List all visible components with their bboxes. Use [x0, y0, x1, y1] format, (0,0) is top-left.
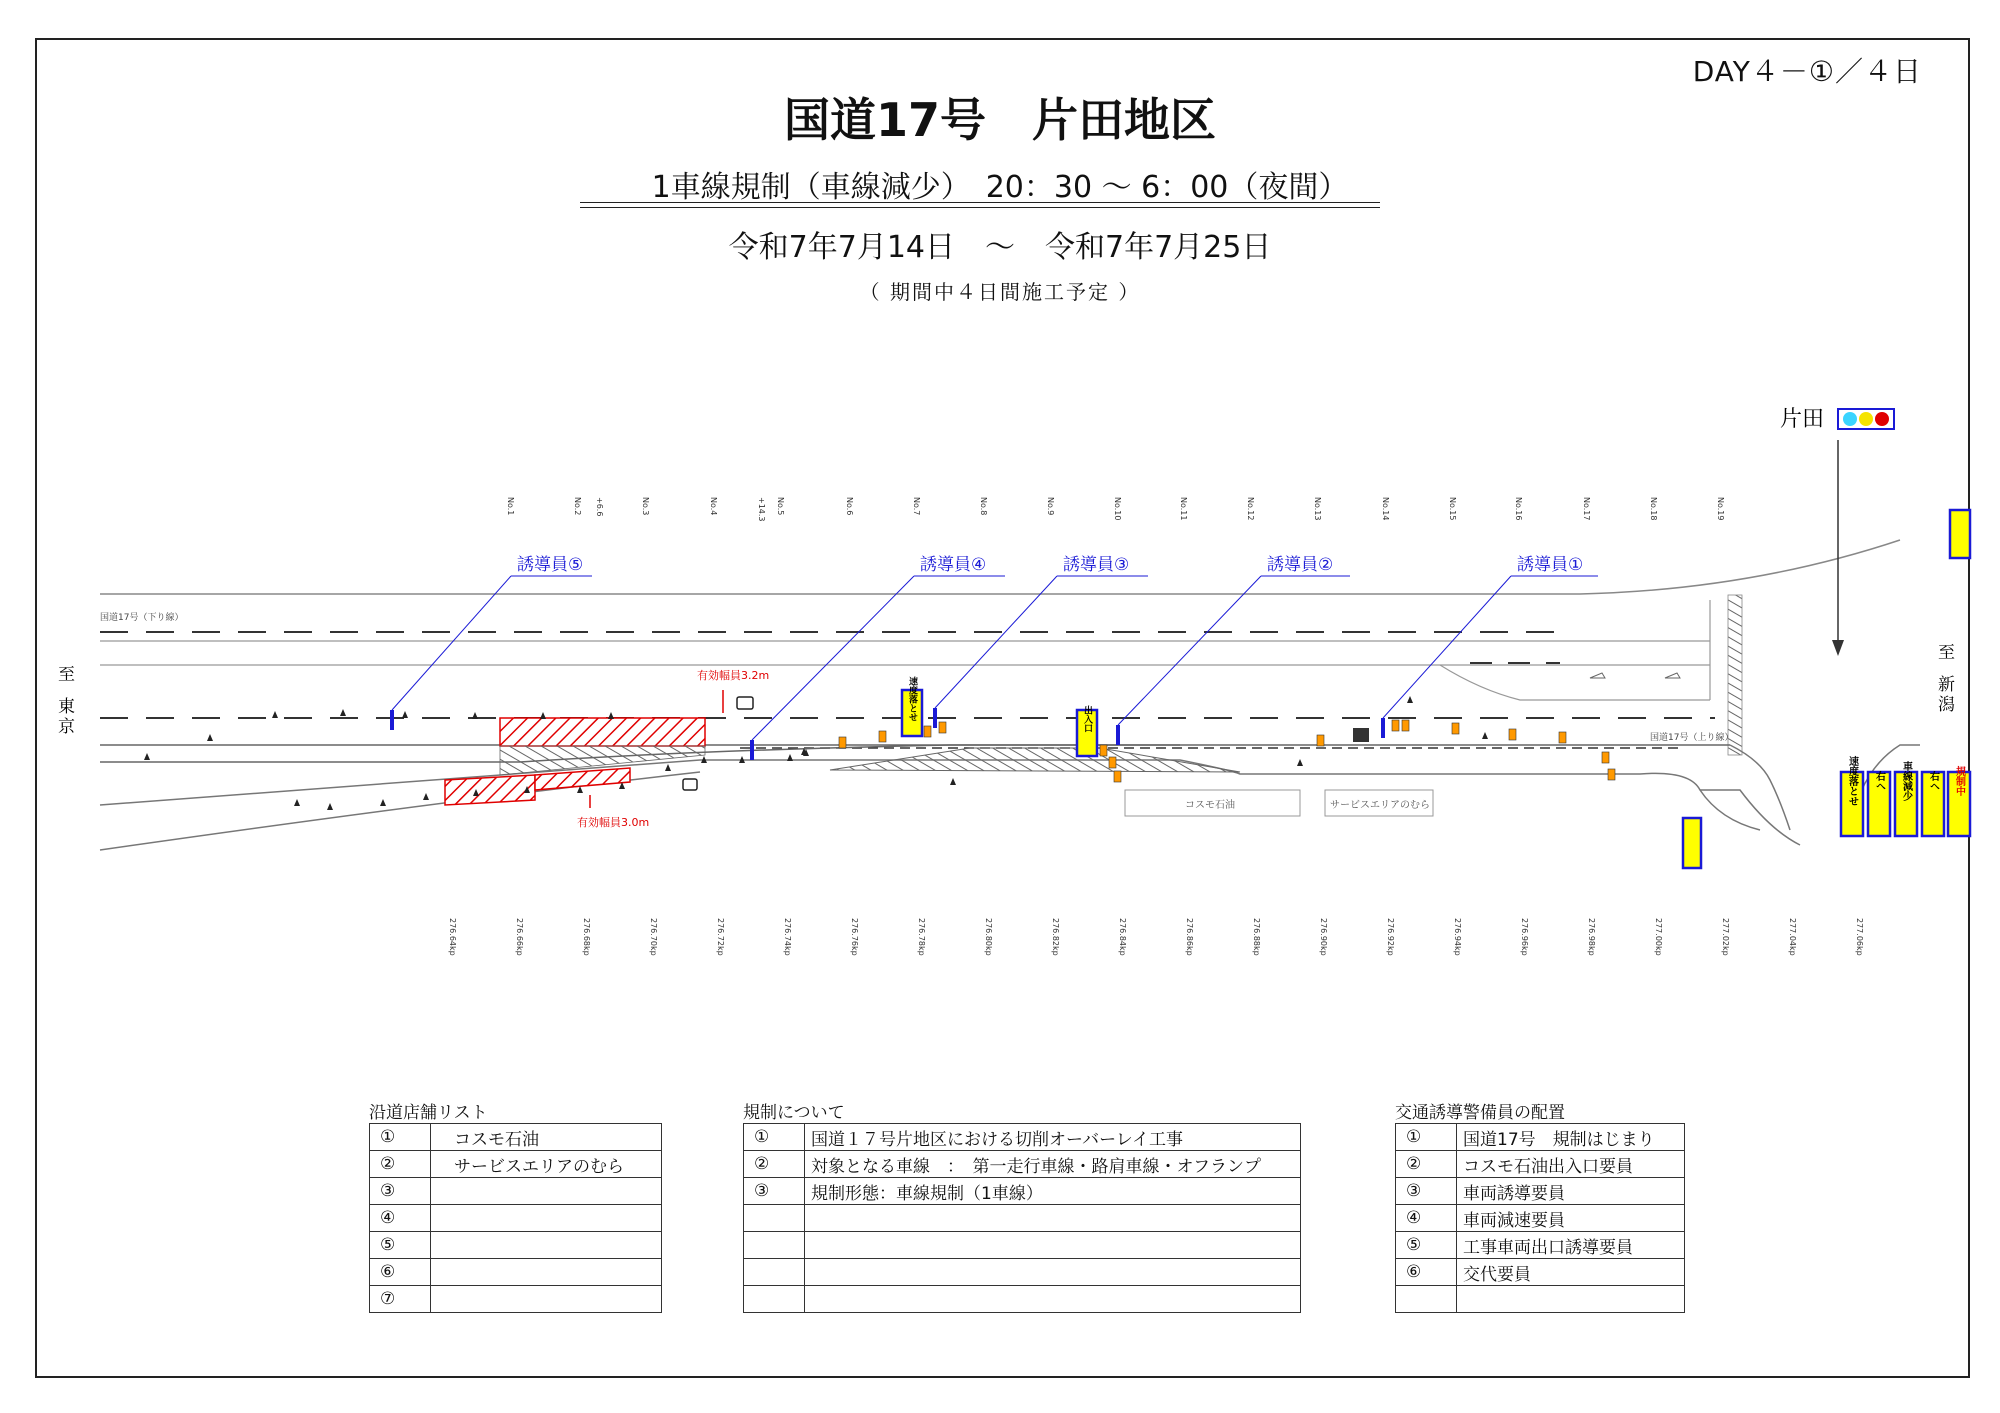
date-range: 令和7年7月14日 ～ 令和7年7月25日: [728, 230, 1272, 265]
table-row: [1396, 1259, 1685, 1286]
sign-entrance: [1077, 704, 1097, 756]
row-text: 交代要員: [1457, 1259, 1685, 1286]
work-vehicle-icon: [1353, 728, 1369, 742]
row-text: [431, 1232, 662, 1259]
sign-right-1-text: 右へ: [1873, 771, 1885, 791]
row-text: [805, 1205, 1301, 1232]
cone-icon: [272, 711, 278, 718]
sign-speed-2-text: 速度落とせ: [1846, 756, 1858, 806]
row-text: 規制形態：車線規制（1車線）: [805, 1178, 1301, 1205]
cone-icon: [144, 753, 150, 760]
subtitle: 1車線規制（車線減少） 20：30 ～ 6：00（夜間）: [651, 170, 1349, 205]
arrow-board-icon: [1114, 771, 1121, 782]
table-row: [744, 1205, 1301, 1232]
station-label: No.18: [1649, 497, 1658, 521]
arrow-board-icon: [1452, 723, 1459, 734]
kilopost-label: 276.68kp: [582, 918, 591, 956]
road-name-up: 国道17号（上り線）: [1650, 733, 1734, 743]
table-row: [1396, 1124, 1685, 1151]
row-number: ③: [370, 1178, 431, 1205]
station-label: No.7: [912, 497, 921, 516]
station-label: No.2: [573, 497, 582, 516]
kilopost-label: 276.66kp: [515, 918, 524, 956]
arrow-board-icon: [1608, 769, 1615, 780]
row-number: ③: [1396, 1178, 1457, 1205]
row-number: ③: [744, 1178, 805, 1205]
row-number: ⑦: [370, 1286, 431, 1313]
day-label: DAY４－①／４日: [1692, 55, 1922, 88]
station-label: +14.3: [757, 497, 766, 522]
regulation-caption: 規制について: [743, 1103, 845, 1123]
arrow-board-icon: [1392, 720, 1399, 731]
kilopost-label: 276.64kp: [448, 918, 457, 956]
table-row: [1396, 1286, 1685, 1313]
guard-figure-icon: [1116, 725, 1120, 745]
station-label: No.6: [845, 497, 854, 516]
signal-light-blue: [1843, 412, 1857, 426]
svg-text:新: 新: [1938, 675, 1955, 695]
station-label: No.11: [1179, 497, 1188, 521]
station-label: No.17: [1582, 497, 1591, 521]
kilopost-label: 276.72kp: [716, 918, 725, 956]
guard-figure-icon: [933, 708, 937, 728]
sign-far-right: [1950, 510, 1970, 558]
kilopost-label: 276.70kp: [649, 918, 658, 956]
kilopost-label: 276.98kp: [1587, 918, 1596, 956]
guards-caption: 交通誘導警備員の配置: [1395, 1103, 1565, 1123]
table-row: [1396, 1232, 1685, 1259]
signal-light-yellow: [1859, 412, 1873, 426]
row-text: [431, 1286, 662, 1313]
cone-icon: [1482, 732, 1488, 739]
arrow-board-icon: [924, 726, 931, 737]
row-number: ①: [1396, 1124, 1457, 1151]
arrow-markings: [1590, 673, 1680, 678]
guard-leader-line: [392, 576, 511, 710]
row-number: [744, 1259, 805, 1286]
row-number: [744, 1205, 805, 1232]
cone-icon: [950, 778, 956, 785]
crosswalk-stripes: [1728, 595, 1742, 755]
page-title: 国道17号 片田地区: [783, 93, 1216, 147]
shop-label-2: サービスエリアのむら: [1330, 800, 1430, 811]
row-number: ⑥: [1396, 1259, 1457, 1286]
svg-text:至: 至: [58, 665, 75, 685]
work-area-2: [445, 775, 535, 805]
work-area-1: [500, 718, 705, 746]
station-labels-top: [506, 497, 1725, 522]
table-row: [1396, 1151, 1685, 1178]
kilopost-label: 276.86kp: [1185, 918, 1194, 956]
signal-label: 片田: [1780, 407, 1825, 432]
station-labels-bottom: [448, 918, 1864, 956]
arrow-board-icon: [1317, 735, 1324, 746]
kilopost-label: 276.94kp: [1453, 918, 1462, 956]
guard-figure-icon: [750, 740, 754, 760]
vehicle-icon: [737, 697, 753, 709]
sign-speed: [902, 675, 922, 736]
cone-icon: [1407, 696, 1413, 703]
arrow-down-icon: [1832, 640, 1844, 656]
sign-lane-text: 車線減少: [1900, 761, 1912, 801]
table-row: [744, 1259, 1301, 1286]
row-number: [1396, 1286, 1457, 1313]
kilopost-label: 276.82kp: [1051, 918, 1060, 956]
station-label: No.1: [506, 497, 515, 516]
kilopost-label: 277.06kp: [1855, 918, 1864, 956]
row-text: 国道17号 規制はじまり: [1457, 1124, 1685, 1151]
kilopost-label: 277.02kp: [1721, 918, 1730, 956]
cone-icon: [327, 803, 333, 810]
row-text: [805, 1286, 1301, 1313]
cone-icon: [423, 793, 429, 800]
guard-figure-icon: [1381, 718, 1385, 738]
row-text: 対象となる車線 ： 第一走行車線・路肩車線・オフランプ: [805, 1151, 1301, 1178]
row-text: [431, 1178, 662, 1205]
row-number: [744, 1286, 805, 1313]
cone-icon: [380, 799, 386, 806]
row-number: ①: [370, 1124, 431, 1151]
guard-label: 誘導員④: [920, 555, 987, 575]
arrow-board-icon: [1509, 729, 1516, 740]
table-row: [744, 1124, 1301, 1151]
guard-figure-icon: [390, 710, 394, 730]
station-label: No.16: [1514, 497, 1523, 521]
kilopost-label: 276.90kp: [1319, 918, 1328, 956]
row-text: サービスエリアのむら: [431, 1151, 662, 1178]
station-label: No.19: [1716, 497, 1725, 521]
table-row: [370, 1124, 662, 1151]
guard-label: 誘導員②: [1267, 555, 1334, 575]
station-label: No.9: [1046, 497, 1055, 516]
arrow-board-icon: [879, 731, 886, 742]
sign-bottom: [1683, 818, 1701, 868]
cone-icon: [340, 709, 346, 716]
guard-leader-line: [1383, 576, 1511, 718]
width-label-a: 有効幅員3.2m: [697, 669, 770, 682]
width-label-b: 有効幅員3.0m: [577, 816, 650, 829]
island-edge: [1440, 665, 1710, 700]
svg-text:至: 至: [1938, 643, 1955, 663]
station-label: No.13: [1313, 497, 1322, 521]
kilopost-label: 276.88kp: [1252, 918, 1261, 956]
sign-entrance-text: 出入口: [1082, 705, 1092, 733]
table-row: [370, 1178, 662, 1205]
table-row: [370, 1151, 662, 1178]
table-row: [370, 1205, 662, 1232]
arrow-board-icon: [1602, 752, 1609, 763]
intersection-curve: [1730, 745, 1790, 830]
kilopost-label: 276.74kp: [783, 918, 792, 956]
row-text: コスモ石油: [431, 1124, 662, 1151]
schedule-note: （ 期間中４日間施工予定 ）: [859, 280, 1141, 304]
row-text: [1457, 1286, 1685, 1313]
station-label: No.12: [1246, 497, 1255, 521]
signal-light-red: [1875, 412, 1889, 426]
table-row: [1396, 1178, 1685, 1205]
vehicle-icon-2: [683, 779, 697, 790]
direction-tokyo: [58, 665, 75, 737]
table-row: [744, 1232, 1301, 1259]
guard-leader-line: [752, 576, 914, 740]
direction-niigata: [1938, 643, 1955, 715]
kilopost-label: 276.96kp: [1520, 918, 1529, 956]
table-row: [370, 1232, 662, 1259]
kilopost-label: 276.92kp: [1386, 918, 1395, 956]
table-row: [1396, 1205, 1685, 1232]
guards-table: [1395, 1123, 1685, 1313]
cone-icon: [540, 712, 546, 719]
table-row: [370, 1259, 662, 1286]
cone-icon: [472, 712, 478, 719]
row-text: 車両減速要員: [1457, 1205, 1685, 1232]
row-number: ②: [744, 1151, 805, 1178]
guard-label: 誘導員⑤: [517, 555, 584, 575]
arrow-board-icon: [1100, 745, 1107, 756]
row-number: ①: [744, 1124, 805, 1151]
station-label: No.4: [709, 497, 718, 516]
guard-label: 誘導員③: [1063, 555, 1130, 575]
station-label: No.3: [641, 497, 650, 516]
row-number: ⑥: [370, 1259, 431, 1286]
shop-label-1: コスモ石油: [1185, 800, 1235, 811]
row-text: コスモ石油出入口要員: [1457, 1151, 1685, 1178]
arrow-board-icon: [939, 722, 946, 733]
arrow-board-icon: [1559, 732, 1566, 743]
arrow-board-icon: [839, 737, 846, 748]
arrow-board-icon: [1402, 720, 1409, 731]
cones-group: [144, 696, 1615, 810]
arrow-board-icon: [1109, 757, 1116, 768]
row-number: ⑤: [370, 1232, 431, 1259]
svg-text:東: 東: [58, 697, 75, 717]
table-row: [744, 1151, 1301, 1178]
svg-text:潟: 潟: [1938, 695, 1955, 715]
cone-icon: [294, 799, 300, 806]
cone-icon: [1297, 759, 1303, 766]
table-row: [744, 1178, 1301, 1205]
guard-leader-line: [1118, 576, 1261, 725]
row-number: ④: [1396, 1205, 1457, 1232]
station-label: No.15: [1448, 497, 1457, 521]
sign-control-text: 規制中: [1953, 766, 1965, 796]
row-text: 工事車両出口誘導要員: [1457, 1232, 1685, 1259]
cone-icon: [402, 711, 408, 718]
cone-icon: [207, 734, 213, 741]
road-edge-top: [100, 540, 1900, 594]
kilopost-label: 276.84kp: [1118, 918, 1127, 956]
row-text: [805, 1232, 1301, 1259]
kilopost-label: 276.78kp: [917, 918, 926, 956]
station-label: No.14: [1381, 497, 1390, 521]
station-label: No.8: [979, 497, 988, 516]
row-number: ②: [370, 1151, 431, 1178]
station-label: No.5: [776, 497, 785, 516]
row-number: ④: [370, 1205, 431, 1232]
table-row: [744, 1286, 1301, 1313]
table-row: [370, 1286, 662, 1313]
kilopost-label: 277.00kp: [1654, 918, 1663, 956]
row-number: [744, 1232, 805, 1259]
svg-text:京: 京: [58, 717, 75, 737]
row-text: [805, 1259, 1301, 1286]
row-text: 車両誘導要員: [1457, 1178, 1685, 1205]
cone-icon: [608, 712, 614, 719]
road-name-down: 国道17号（下り線）: [100, 613, 184, 623]
kilopost-label: 276.76kp: [850, 918, 859, 956]
sign-right-2-text: 右へ: [1927, 771, 1939, 791]
guard-label: 誘導員①: [1517, 555, 1584, 575]
regulation-table: [743, 1123, 1301, 1313]
station-label: No.10: [1113, 497, 1122, 521]
row-number: ⑤: [1396, 1232, 1457, 1259]
kilopost-label: 276.80kp: [984, 918, 993, 956]
station-label: +6.6: [595, 497, 604, 517]
cone-icon: [787, 754, 793, 761]
cone-icon: [665, 764, 671, 771]
guard-leader-line: [935, 576, 1057, 708]
row-text: [431, 1259, 662, 1286]
row-text: [431, 1205, 662, 1232]
shops-table: [369, 1123, 662, 1313]
sign-board-right: [1841, 755, 1970, 836]
sign-speed-text: 速度落とせ: [907, 676, 917, 722]
shops-caption: 沿道店舗リスト: [369, 1103, 488, 1123]
row-number: ②: [1396, 1151, 1457, 1178]
row-text: 国道１７号片地区における切削オーバーレイ工事: [805, 1124, 1301, 1151]
kilopost-label: 277.04kp: [1788, 918, 1797, 956]
